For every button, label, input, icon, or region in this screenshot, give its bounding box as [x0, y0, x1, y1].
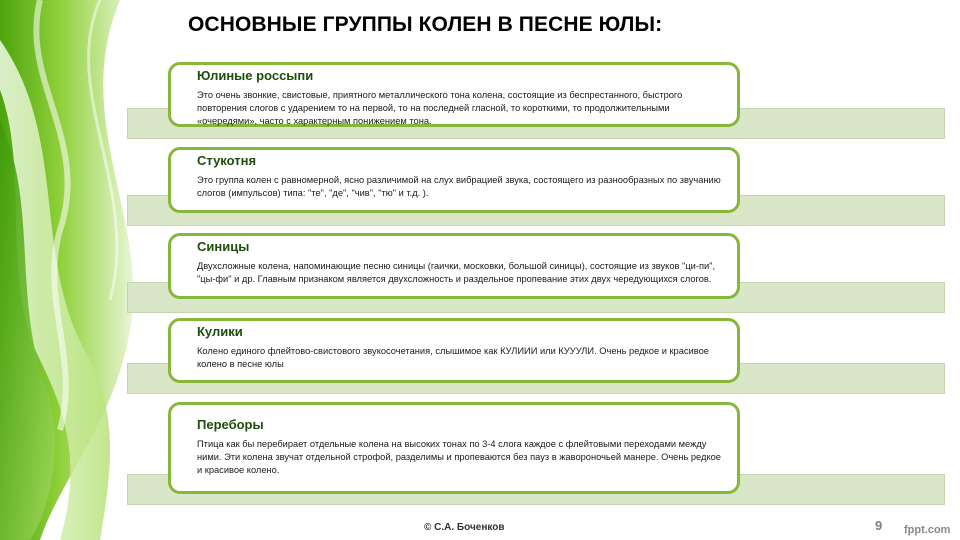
- group-card-title: Стукотня: [197, 153, 257, 168]
- group-card-1: [168, 62, 740, 127]
- group-card-text: Это очень звонкие, свистовые, приятного металлического тона колена, состоящие из беспрестанного, быстрого повторения слогов с ударением то на первой, то на последней гласной, то короткими, то продолжительными «очередями», часто с характерным понижением тона.: [197, 90, 683, 126]
- group-card-2: [168, 147, 740, 213]
- group-card-text: Колено единого флейтово-свистового звукосочетания, слышимое как КУЛИИИ или КУУУЛИ. Очень редкое и красивое колено в песне юлы: [197, 346, 709, 369]
- group-card-title: Синицы: [197, 239, 250, 254]
- group-card-5: [168, 402, 740, 494]
- group-card-text: Двухсложные колена, напоминающие песню синицы (гаички, московки, большой синицы), состоящие из звуков "ци-пи", "цы-фи" и др. Главным признаком является двухсложность и раздельное пропевание этих двух чередующихся слогов.: [197, 261, 716, 284]
- group-card-3: [168, 233, 740, 299]
- group-card-title: Кулики: [197, 324, 243, 339]
- footer-copyright: © С.А. Боченков: [424, 522, 505, 533]
- group-card-title: Юлиные россыпи: [197, 68, 314, 83]
- group-card-text: Птица как бы перебирает отдельные колена на высоких тонах по 3-4 слога каждое с флейтовыми переходами между ними. Эти колена звучат отдельной строфой, разделимы и пропеваются без пауз в жавороночьей манере. Очень редкое и красивое колено.: [197, 439, 721, 475]
- slide-title: ОСНОВНЫЕ ГРУППЫ КОЛЕН В ПЕСНЕ ЮЛЫ:: [188, 13, 663, 36]
- group-card-text: Это группа колен с равномерной, ясно различимой на слух вибрацией звука, состоящего из разнообразных по звучанию слогов (импульсов) типа: "те", "де", "чив", "тю" и т.д. ).: [197, 175, 721, 198]
- brand-watermark: fppt.com: [904, 524, 951, 536]
- page-number: 9: [875, 518, 883, 533]
- group-card-title: Переборы: [197, 417, 264, 432]
- group-card-4: [168, 318, 740, 383]
